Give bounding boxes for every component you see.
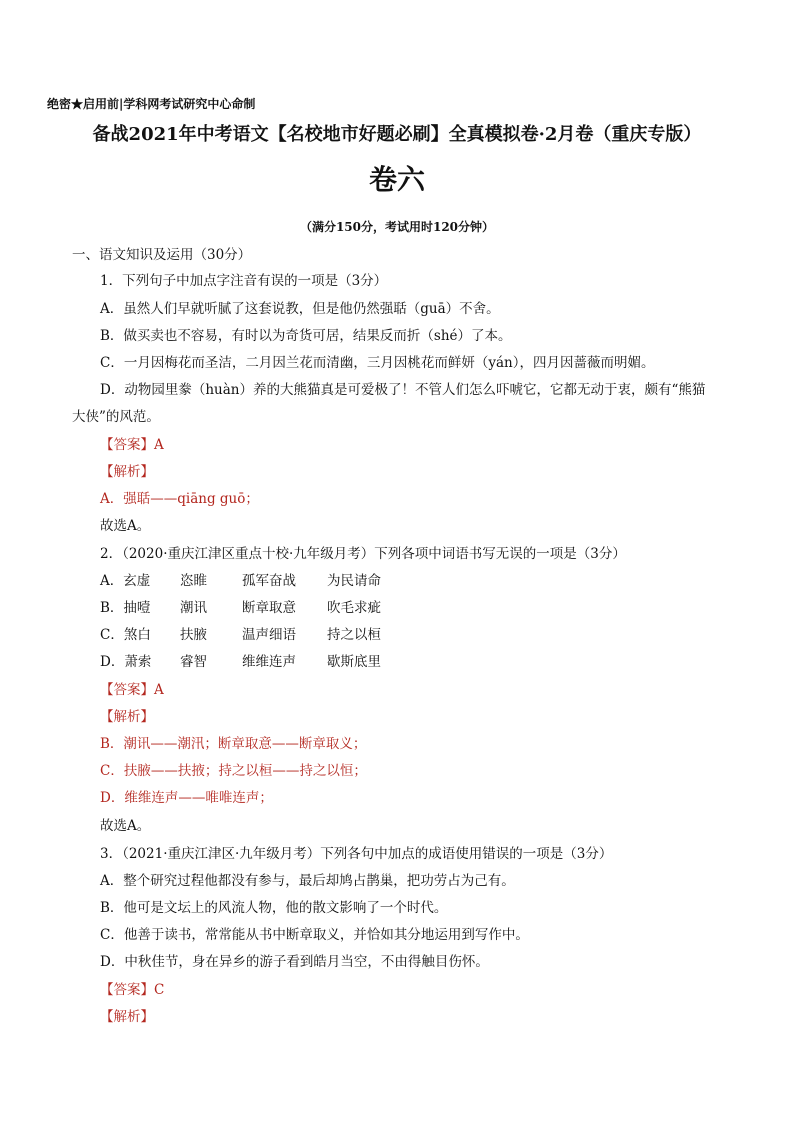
- word: 抽噎: [123, 600, 151, 616]
- word: 维维连声: [242, 654, 296, 670]
- question-3-option-b: B．他可是文坛上的风流人物，他的散文影响了一个时代。: [100, 900, 448, 916]
- word: 恣睢: [180, 573, 207, 589]
- confidential-label: 绝密★启用前|学科网考试研究中心命制: [47, 97, 256, 111]
- word: 为民请命: [327, 573, 381, 589]
- word: 睿智: [180, 654, 207, 670]
- question-1-option-d: D．动物园里豢（huàn）养的大熊猫真是可爱极了！不管人们怎么吓唬它，它都无动于衷，颇有“熊猫: [100, 382, 706, 398]
- word: 孤军奋战: [242, 573, 296, 589]
- question-1-option-d-cont: 大侠”的风范。: [72, 409, 160, 425]
- question-1-analysis-label: 【解析】: [100, 464, 154, 480]
- question-3-answer: 【答案】C: [100, 982, 165, 998]
- question-2-analysis-line: D．维维连声——唯唯连声；: [100, 790, 273, 806]
- question-2-option-c: [100, 626, 381, 644]
- option-label: B．: [100, 600, 124, 616]
- word: 潮讯: [180, 600, 207, 616]
- question-1-conclusion: 故选A。: [100, 518, 151, 534]
- option-label: A．: [100, 573, 124, 589]
- word: 吹毛求疵: [327, 600, 381, 616]
- word: 扶腋: [180, 627, 207, 643]
- page-title: 备战2021年中考语文【名校地市好题必刷】全真模拟卷·2月卷（重庆专版）: [92, 124, 702, 145]
- word: 持之以桓: [327, 627, 381, 643]
- question-2-answer: 【答案】A: [100, 682, 164, 698]
- question-2-stem: 2．（2020·重庆江津区重点十校·九年级月考）下列各项中词语书写无误的一项是（3分）: [100, 546, 626, 562]
- question-2-option-b: [100, 599, 381, 617]
- question-3-option-c: C．他善于读书，常常能从书中断章取义，并恰如其分地运用到写作中。: [100, 927, 529, 943]
- question-2-analysis-label: 【解析】: [100, 709, 154, 725]
- question-3-analysis-label: 【解析】: [100, 1009, 154, 1025]
- score-note: （满分150分，考试用时120分钟）: [299, 220, 495, 234]
- question-1-option-c: C．一月因梅花而圣洁，二月因兰花而清幽，三月因桃花而鲜妍（yán），四月因蔷薇而明媚。: [100, 355, 655, 371]
- question-2-option-a: [100, 572, 381, 590]
- question-2-option-d: [100, 653, 381, 671]
- word: 萧索: [124, 654, 152, 670]
- question-1-option-b: B．做买卖也不容易，有时以为奇货可居，结果反而折（shé）了本。: [100, 328, 512, 344]
- word: 玄虚: [123, 573, 151, 589]
- question-2-analysis-line: B．潮讯——潮汛；断章取意——断章取义；: [100, 736, 367, 752]
- word: 煞白: [123, 627, 151, 643]
- question-1-analysis-line: A．强聒——qiāng guō；: [100, 491, 259, 507]
- question-1-stem: 1．下列句子中加点字注音有误的一项是（3分）: [100, 273, 388, 289]
- option-label: C．: [100, 627, 124, 643]
- question-3-option-d: D．中秋佳节，身在异乡的游子看到皓月当空，不由得触目伤怀。: [100, 954, 489, 970]
- question-1-answer: 【答案】A: [100, 437, 164, 453]
- question-3-stem: 3．（2021·重庆江津区·九年级月考）下列各句中加点的成语使用错误的一项是（3分）: [100, 846, 613, 862]
- question-2-analysis-line: C．扶腋——扶掖；持之以桓——持之以恒；: [100, 763, 367, 779]
- option-label: D．: [100, 654, 125, 670]
- question-2-conclusion: 故选A。: [100, 818, 151, 834]
- question-1-option-a: A．虽然人们早就听腻了这套说教，但是他仍然强聒（guā）不舍。: [100, 301, 500, 317]
- question-3-option-a: A．整个研究过程他都没有参与，最后却鸠占鹊巢，把功劳占为己有。: [100, 873, 515, 889]
- word: 歇斯底里: [327, 654, 381, 670]
- word: 温声细语: [242, 627, 296, 643]
- paper-subtitle: 卷六: [368, 163, 425, 196]
- section-heading: 一、语文知识及运用（30分）: [72, 247, 252, 263]
- word: 断章取意: [242, 600, 296, 616]
